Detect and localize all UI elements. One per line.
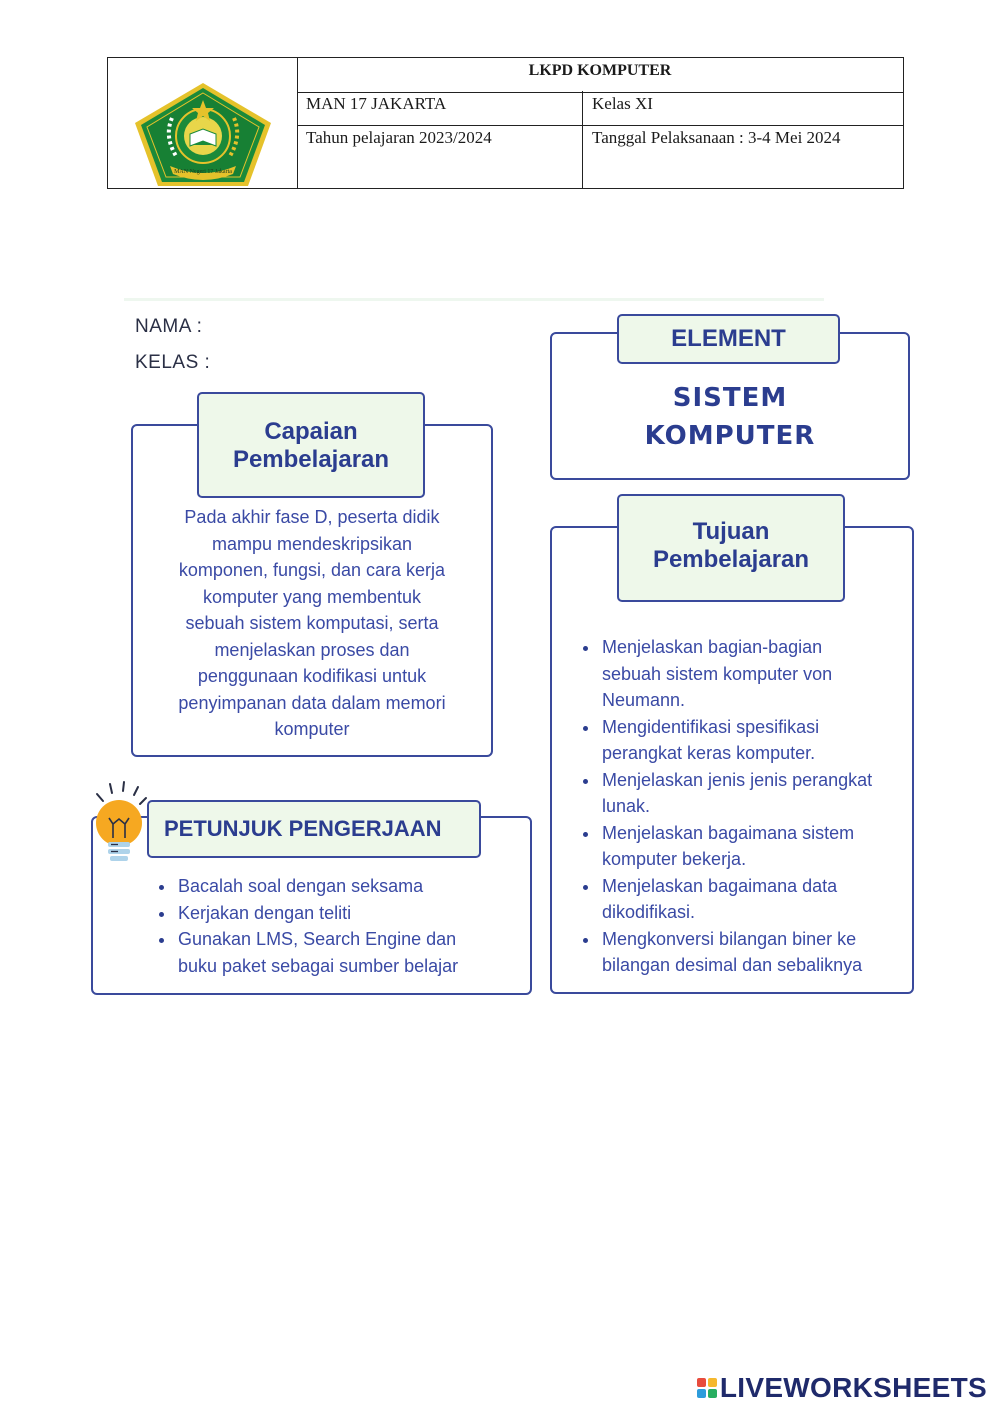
capaian-line: komponen, fungsi, dan cara kerja — [178, 560, 446, 580]
list-item: • Menjelaskan bagian-bagian sebuah sistem komputer von Neumann. — [600, 634, 906, 714]
school-logo — [132, 80, 274, 190]
capaian-line: Pada akhir fase D, peserta didik — [184, 507, 440, 527]
capaian-line: mampu mendeskripsikan — [211, 533, 413, 554]
list-item: • Mengidentifikasi spesifikasi perangkat keras komputer. — [600, 714, 906, 767]
list-item: • Menjelaskan bagaimana sistem komputer bekerja. — [600, 820, 906, 873]
logo-block — [697, 1389, 706, 1398]
tujuan-list — [578, 634, 906, 979]
capaian-line: komputer yang membentuk — [202, 586, 422, 607]
school-year: Tahun pelajaran 2023/2024 — [297, 125, 583, 188]
svg-text:MAN Negeri 17 Jakarta: MAN Negeri 17 Jakarta — [174, 169, 232, 175]
logo-block — [708, 1378, 717, 1387]
class-label: KELAS : — [135, 352, 211, 373]
logo-cell — [108, 58, 298, 188]
capaian-title-2: Pembelajaran — [232, 446, 390, 473]
capaian-line: penyimpanan data dalam memori — [178, 692, 446, 713]
liveworksheets-watermark — [697, 1373, 987, 1403]
header-title: LKPD KOMPUTER — [297, 58, 903, 93]
lightbulb-icon — [88, 778, 150, 874]
infographic — [88, 298, 928, 1004]
capaian-title-1: Capaian — [264, 418, 358, 445]
watermark-text: LIVEWORKSHEETS — [719, 1372, 987, 1403]
tujuan-title-1: Tujuan — [692, 518, 770, 545]
header-row-3 — [297, 125, 903, 188]
list-item: • Gunakan LMS, Search Engine dan buku paket sebagai sumber belajar — [176, 926, 524, 979]
tujuan-tag — [617, 494, 845, 602]
school-name: MAN 17 JAKARTA — [297, 91, 583, 125]
liveworksheets-logo-icon — [697, 1378, 717, 1398]
element-tag: ELEMENT — [617, 314, 840, 364]
capaian-tag — [197, 392, 425, 498]
list-item: • Mengkonversi bilangan biner ke bilangan desimal dan sebaliknya — [600, 926, 906, 979]
element-line-1: SISTEM — [672, 383, 788, 413]
capaian-text — [133, 504, 491, 743]
top-divider — [124, 298, 824, 301]
tujuan-title-2: Pembelajaran — [652, 546, 810, 573]
class-info: Kelas XI — [592, 94, 653, 113]
capaian-line: penggunaan kodifikasi untuk — [197, 666, 427, 686]
capaian-line: sebuah sistem komputasi, serta — [185, 613, 439, 633]
execution-date: Tanggal Pelaksanaan : 3-4 Mei 2024 — [592, 128, 841, 147]
header-table — [107, 57, 904, 189]
capaian-line: menjelaskan proses dan — [214, 639, 410, 660]
logo-block — [708, 1389, 717, 1398]
header-row-2 — [297, 91, 903, 126]
list-item: • Bacalah soal dengan seksama — [176, 873, 524, 900]
logo-block — [697, 1378, 706, 1387]
name-label: NAMA : — [135, 316, 203, 337]
petunjuk-tag: PETUNJUK PENGERJAAN — [147, 800, 481, 858]
capaian-line: komputer — [274, 719, 350, 739]
element-line-2: KOMPUTER — [644, 421, 816, 451]
petunjuk-list — [154, 873, 524, 979]
list-item: • Kerjakan dengan teliti — [176, 900, 524, 927]
list-item: • Menjelaskan bagaimana data dikodifikasi. — [600, 873, 906, 926]
list-item: • Menjelaskan jenis jenis perangkat lunak. — [600, 767, 906, 820]
